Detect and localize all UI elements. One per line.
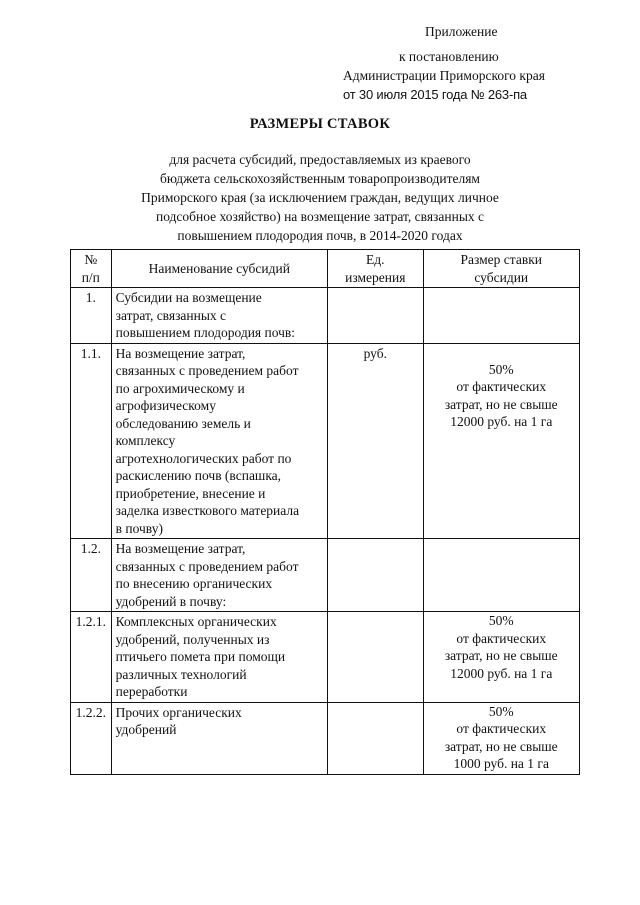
header-num: № п/п [71, 250, 112, 288]
row-unit [328, 539, 424, 612]
row-num: 1. [71, 288, 112, 344]
row-unit [328, 288, 424, 344]
row-name: Субсидии на возмещение затрат, связанных с повышением плодородия почв: [111, 288, 327, 344]
row-unit [328, 612, 424, 703]
table-header-row [71, 250, 580, 288]
row-num: 1.1. [71, 343, 112, 539]
row-rate [423, 288, 579, 344]
row-num: 1.2. [71, 539, 112, 612]
row-name: На возмещение затрат, связанных с проведением работ по агрохимическому и агрофизическому обследованию земель и комплексу агротехнологических работ по раскислению почв (вспашка, приобретение, внесение и заделка известкового материала в почву) [111, 343, 327, 539]
row-rate [423, 539, 579, 612]
row-name: На возмещение затрат, связанных с проведением работ по внесению органических удобрений в почву: [111, 539, 327, 612]
header-rate: Размер ставки субсидии [423, 250, 579, 288]
row-rate: 50% от фактических затрат, но не свыше 12000 руб. на 1 га [423, 343, 579, 539]
row-num: 1.2.1. [71, 612, 112, 703]
resolution-reference: к постановлению [399, 49, 499, 64]
subtitle-line: бюджета сельскохозяйственным товаропроизводителям [160, 171, 480, 186]
header-unit: Ед. измерения [328, 250, 424, 288]
table-row [71, 702, 580, 774]
subtitle-line: для расчета субсидий, предоставляемых из краевого [169, 152, 471, 167]
administration-name: Администрации Приморского края [343, 68, 545, 83]
subsidy-rates-table [70, 249, 580, 775]
row-rate: 50% от фактических затрат, но не свыше 12000 руб. на 1 га [423, 612, 579, 703]
table-row [71, 343, 580, 539]
subtitle-line: Приморского края (за исключением граждан, ведущих личное [141, 190, 499, 205]
row-name: Комплексных органических удобрений, полученных из птичьего помета при помощи различных технологий переработки [111, 612, 327, 703]
row-unit [328, 702, 424, 774]
subtitle-line: повышением плодородия почв, в 2014-2020 годах [177, 228, 463, 243]
table-row [71, 612, 580, 703]
header-name: Наименование субсидий [111, 250, 327, 288]
row-rate: 50% от фактических затрат, но не свыше 1000 руб. на 1 га [423, 702, 579, 774]
document-title: РАЗМЕРЫ СТАВОК [249, 116, 391, 132]
row-num: 1.2.2. [71, 702, 112, 774]
resolution-date-number: от 30 июля 2015 года № 263-па [343, 87, 527, 102]
row-unit: руб. [328, 343, 424, 539]
table-row [71, 288, 580, 344]
appendix-label: Приложение [425, 24, 498, 39]
table-row [71, 539, 580, 612]
row-name: Прочих органических удобрений [111, 702, 327, 774]
subtitle-line: подсобное хозяйство) на возмещение затрат, связанных с [155, 209, 485, 224]
document-subtitle [130, 150, 510, 245]
